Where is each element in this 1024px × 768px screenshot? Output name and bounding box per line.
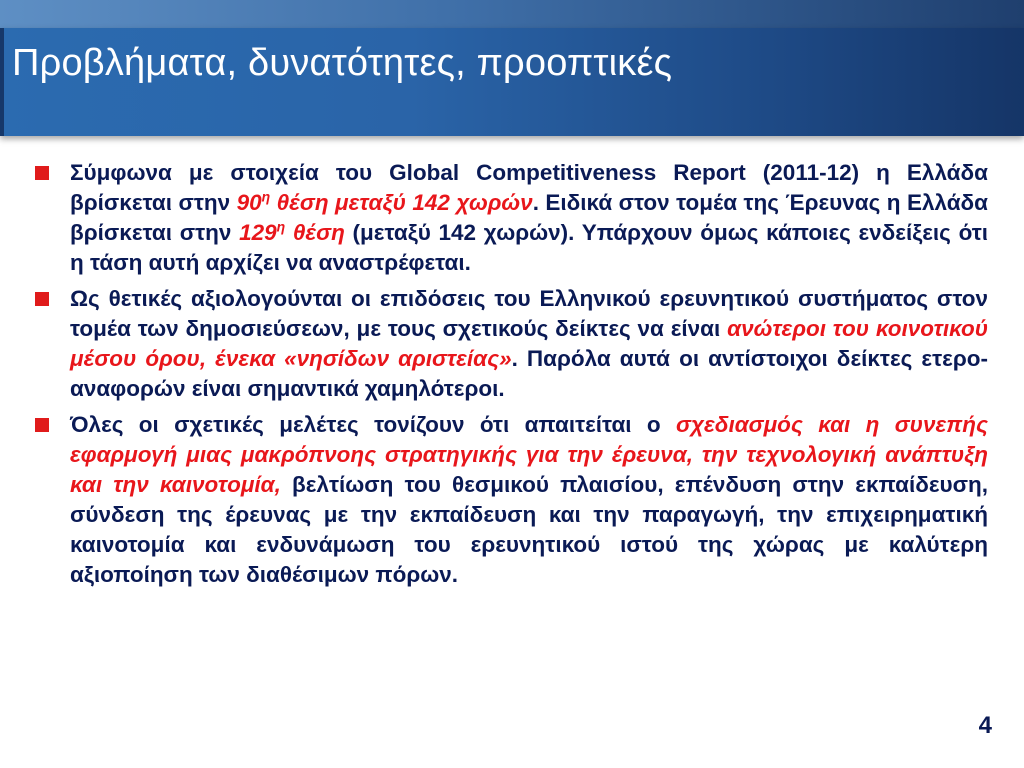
page-number: 4: [978, 712, 992, 739]
bullet-text: (μεταξύ 142 χωρών). Υπάρχουν όμως κάποιες ενδείξεις ότι η τάση αυτή αρχίζει να αναστρέφεται.: [70, 220, 988, 275]
highlight-research-text: θέση: [285, 220, 345, 245]
highlight-rank: [237, 190, 533, 215]
slide-title: Προβλήματα, δυνατότητες, προοπτικές: [12, 42, 673, 84]
bullet-text: Ως θετικές αξιολογούνται οι επιδόσεις του Ελληνικού ερευνητικού συστήματος στον τομέα των δημοσιεύσεων, με τους σχετικούς δείκτες να είναι: [70, 286, 988, 341]
ordinal-suffix: η: [276, 218, 286, 235]
highlight-rank-number: 90: [236, 190, 262, 215]
bullet-square-icon: [35, 418, 49, 432]
bullet-text: βελτίωση του θεσμικού πλαισίου, επένδυση στην εκπαίδευση, σύνδεση της έρευνας με την εκπαίδευση και την παραγωγή, την επιχειρηματική καινοτομία και ενδυνάμωση του ερευνητικού ιστού της χώρας με καλύτερη αξιοποίηση των διαθέσιμων πόρων.: [70, 472, 989, 587]
bullet-item-strategy: [30, 410, 988, 590]
bullet-item-competitiveness: [30, 158, 988, 278]
title-bar-edge: [0, 28, 4, 136]
bullet-text: Όλες οι σχετικές μελέτες τονίζουν ότι απαιτείται ο: [70, 412, 677, 437]
ordinal-suffix: η: [261, 188, 271, 205]
highlight-research-rank: [239, 220, 345, 245]
bullet-text: . Ειδικά στον τομέα της Έρευνας η Ελλάδα βρίσκεται στην: [70, 190, 989, 245]
highlight-rank-text: θέση μεταξύ 142 χωρών: [270, 190, 533, 215]
highlight-excellence: ανώτεροι του κοινοτικού μέσου όρου, ένεκα «νησίδων αριστείας»: [70, 316, 989, 371]
bullet-square-icon: [35, 292, 49, 306]
bullet-text: Σύμφωνα με στοιχεία του Global Competitiveness Report (2011-12) η Ελλάδα βρίσκεται στην: [70, 160, 988, 215]
highlight-research-number: 129: [239, 220, 277, 245]
highlight-strategy: σχεδιασμός και η συνεπής εφαρμογή μιας μακρόπνοης στρατηγικής για την έρευνα, την τεχνολογική ανάπτυξη και την καινοτομία,: [70, 412, 988, 497]
bullet-square-icon: [35, 166, 49, 180]
header-top-strip: [0, 0, 1024, 28]
bullet-text: . Παρόλα αυτά οι αντίστοιχοι δείκτες ετερο-αναφορών είναι σημαντικά χαμηλότεροι.: [70, 346, 988, 401]
bullet-item-publications: [30, 284, 988, 404]
bullet-list: [30, 158, 988, 596]
